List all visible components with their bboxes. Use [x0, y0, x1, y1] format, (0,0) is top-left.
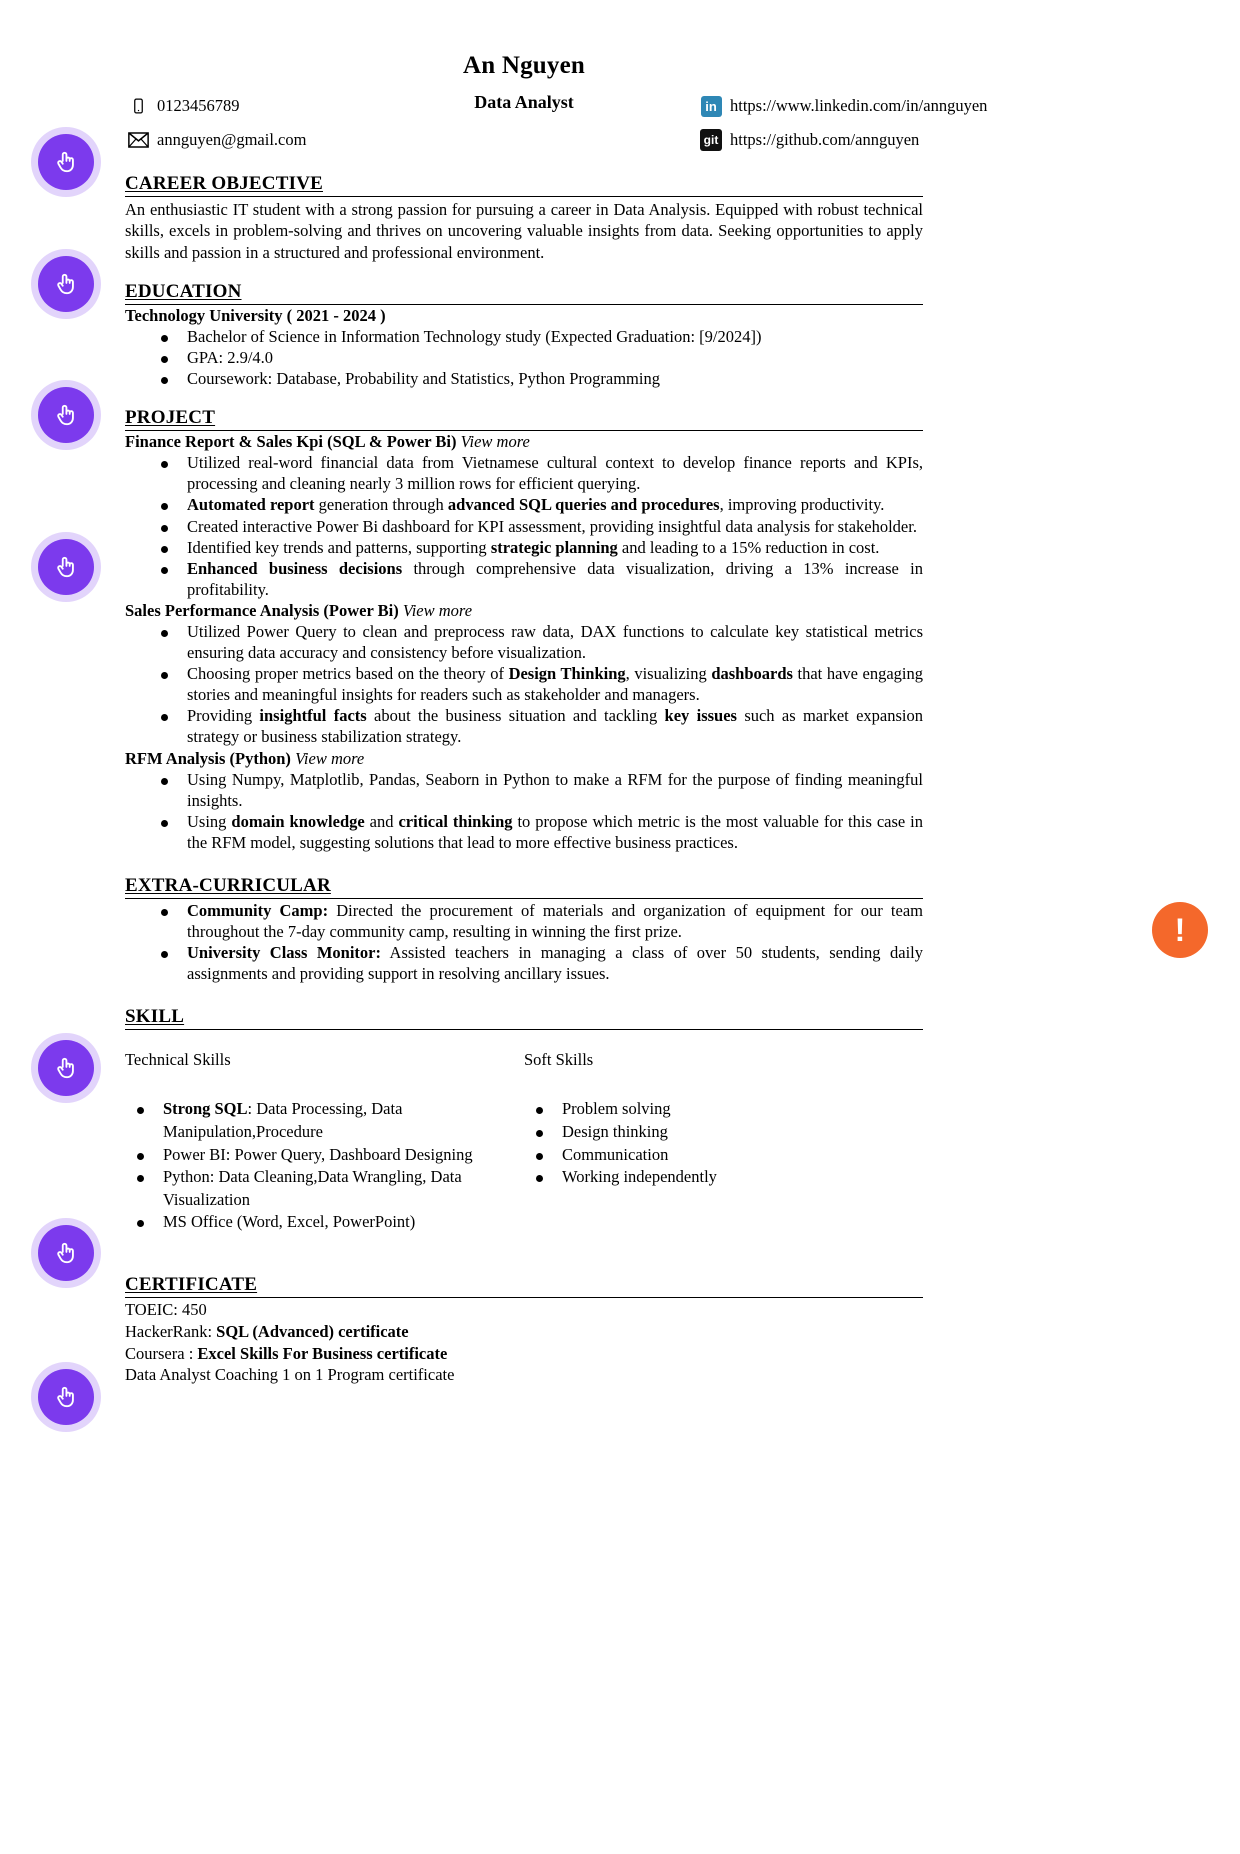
- phone-value: 0123456789: [157, 96, 240, 115]
- list-item: Design thinking: [524, 1121, 923, 1144]
- technical-skills-list: [125, 1098, 524, 1234]
- project-list: [125, 432, 923, 853]
- list-item: Identified key trends and patterns, supporting strategic planning and leading to a 15% reduction in cost.: [125, 537, 923, 558]
- hand-pointer-icon: [53, 402, 79, 428]
- alert-badge[interactable]: [1152, 902, 1208, 958]
- list-item: Utilized real-word financial data from Vietnamese cultural context to develop finance reports and KPIs, processing and cleaning nearly 3 million rows for efficient querying.: [125, 452, 923, 494]
- section-title: EDUCATION: [125, 280, 242, 302]
- list-item: Power BI: Power Query, Dashboard Designing: [125, 1144, 524, 1167]
- certificate-line: TOEIC: 450: [125, 1300, 207, 1320]
- list-item: Communication: [524, 1144, 923, 1167]
- hand-pointer-icon: [53, 271, 79, 297]
- github-item[interactable]: [475, 129, 987, 151]
- github-url[interactable]: https://github.com/annguyen: [730, 130, 920, 149]
- view-more-link[interactable]: View more: [402, 600, 473, 620]
- certificate-line: HackerRank: SQL (Advanced) certificate: [125, 1321, 409, 1341]
- technical-skills-label: Technical Skills: [125, 1050, 231, 1070]
- hand-pointer-icon: [53, 554, 79, 580]
- linkedin-badge-label: in: [701, 96, 722, 117]
- list-item: Choosing proper metrics based on the theory of Design Thinking, visualizing dashboards that have engaging stories and meaningful insights for readers such as stakeholder and managers.: [125, 663, 923, 705]
- view-more-link[interactable]: View more: [460, 432, 530, 452]
- email-value: annguyen@gmail.com: [157, 130, 307, 149]
- email-item: [125, 129, 475, 151]
- list-item: Working independently: [524, 1166, 923, 1189]
- project-title: RFM Analysis (Python) View more: [125, 748, 365, 768]
- click-marker-5[interactable]: [38, 1040, 94, 1096]
- section-title: SKILL: [125, 1006, 185, 1028]
- envelope-icon: [125, 132, 151, 148]
- project-title: Finance Report & Sales Kpi (SQL & Power Bi) View more: [125, 432, 530, 452]
- phone-item: [125, 95, 475, 117]
- list-item: Python: Data Cleaning,Data Wrangling, Data Visualization: [125, 1166, 524, 1211]
- click-marker-7[interactable]: [38, 1369, 94, 1425]
- section-certificate: [125, 1274, 923, 1386]
- soft-skills-list: [524, 1098, 923, 1188]
- github-icon: [698, 129, 724, 151]
- contact-block: [125, 95, 988, 151]
- hand-pointer-icon: [53, 1240, 79, 1266]
- certificate-list: [125, 1299, 923, 1386]
- section-extra-curricular: [125, 875, 923, 984]
- section-title: EXTRA-CURRICULAR: [125, 875, 331, 897]
- job-role: Data Analyst: [474, 92, 574, 112]
- section-career-objective: [125, 173, 923, 263]
- page-title: An Nguyen: [463, 52, 585, 79]
- list-item: Using domain knowledge and critical thinking to propose which metric is the most valuable for this case in the RFM model, suggesting solutions that lead to more effective business practices.: [125, 811, 923, 853]
- certificate-line: Data Analyst Coaching 1 on 1 Program certificate: [125, 1365, 455, 1385]
- list-item: Providing insightful facts about the business situation and tackling key issues such as market expansion strategy or business stabilization strategy.: [125, 705, 923, 747]
- linkedin-url[interactable]: https://www.linkedin.com/in/annguyen: [730, 96, 988, 115]
- section-header: [125, 1274, 923, 1298]
- career-objective-text: An enthusiastic IT student with a strong passion for pursuing a career in Data Analysis. Equipped with robust technical skills, excels in problem-solving and thrives on uncovering valuable insights from data. Seeking opportunities to apply skills and passion in a structured and professional environment.: [125, 200, 923, 262]
- list-item: Coursework: Database, Probability and Statistics, Python Programming: [125, 368, 923, 389]
- soft-skills-column: [524, 1050, 923, 1234]
- list-item: Strong SQL: Data Processing, Data Manipulation,Procedure: [125, 1098, 524, 1143]
- section-title: PROJECT: [125, 407, 216, 429]
- list-item: Problem solving: [524, 1098, 923, 1121]
- click-marker-2[interactable]: [38, 256, 94, 312]
- list-item: Using Numpy, Matplotlib, Pandas, Seaborn in Python to make a RFM for the purpose of finding meaningful insights.: [125, 769, 923, 811]
- certificate-line: Coursera : Excel Skills For Business certificate: [125, 1343, 448, 1363]
- linkedin-item[interactable]: [475, 95, 987, 117]
- section-header: [125, 281, 923, 305]
- list-item: Enhanced business decisions through comprehensive data visualization, driving a 13% increase in profitability.: [125, 558, 923, 600]
- skill-columns: [125, 1050, 923, 1234]
- list-item: Bachelor of Science in Information Technology study (Expected Graduation: [9/2024]): [125, 326, 923, 347]
- section-title: CAREER OBJECTIVE: [125, 173, 323, 194]
- section-header: [125, 1006, 923, 1030]
- resume-document: [125, 0, 988, 1386]
- click-marker-6[interactable]: [38, 1225, 94, 1281]
- list-item: Community Camp: Directed the procurement of materials and organization of equipment for our team throughout the 7-day community camp, resulting in winning the first prize.: [125, 900, 923, 942]
- soft-skills-label: Soft Skills: [524, 1050, 594, 1070]
- section-title: CERTIFICATE: [125, 1274, 258, 1296]
- section-education: [125, 281, 923, 389]
- section-header: [125, 407, 923, 431]
- hand-pointer-icon: [53, 1384, 79, 1410]
- list-item: Utilized Power Query to clean and preprocess raw data, DAX functions to calculate key statistical metrics ensuring data accuracy and consistency before visualization.: [125, 621, 923, 663]
- click-marker-4[interactable]: [38, 539, 94, 595]
- extra-bullet-list: [125, 900, 923, 984]
- education-school: Technology University ( 2021 - 2024 ): [125, 305, 386, 325]
- section-header: [125, 875, 923, 899]
- click-marker-3[interactable]: [38, 387, 94, 443]
- alert-badge-label: !: [1174, 912, 1186, 948]
- section-project: [125, 407, 923, 853]
- click-marker-1[interactable]: [38, 134, 94, 190]
- project-bullet-list: [125, 621, 923, 748]
- view-more-link[interactable]: View more: [295, 748, 365, 768]
- linkedin-icon: [698, 96, 724, 117]
- section-header: [125, 173, 923, 197]
- technical-skills-column: [125, 1050, 524, 1234]
- education-bullet-list: [125, 326, 923, 389]
- project-bullet-list: [125, 452, 923, 600]
- phone-icon: [125, 95, 151, 117]
- hand-pointer-icon: [53, 1055, 79, 1081]
- project-title: Sales Performance Analysis (Power Bi) View more: [125, 600, 473, 620]
- list-item: University Class Monitor: Assisted teachers in managing a class of over 50 students, sending daily assignments and providing support in resolving ancillary issues.: [125, 942, 923, 984]
- list-item: Created interactive Power Bi dashboard for KPI assessment, providing insightful data analysis for stakeholder.: [125, 516, 923, 537]
- list-item: GPA: 2.9/4.0: [125, 347, 923, 368]
- hand-pointer-icon: [53, 149, 79, 175]
- project-bullet-list: [125, 769, 923, 853]
- list-item: MS Office (Word, Excel, PowerPoint): [125, 1211, 524, 1234]
- github-badge-label: git: [700, 129, 722, 151]
- list-item: Automated report generation through advanced SQL queries and procedures, improving productivity.: [125, 494, 923, 515]
- section-skill: [125, 1006, 923, 1234]
